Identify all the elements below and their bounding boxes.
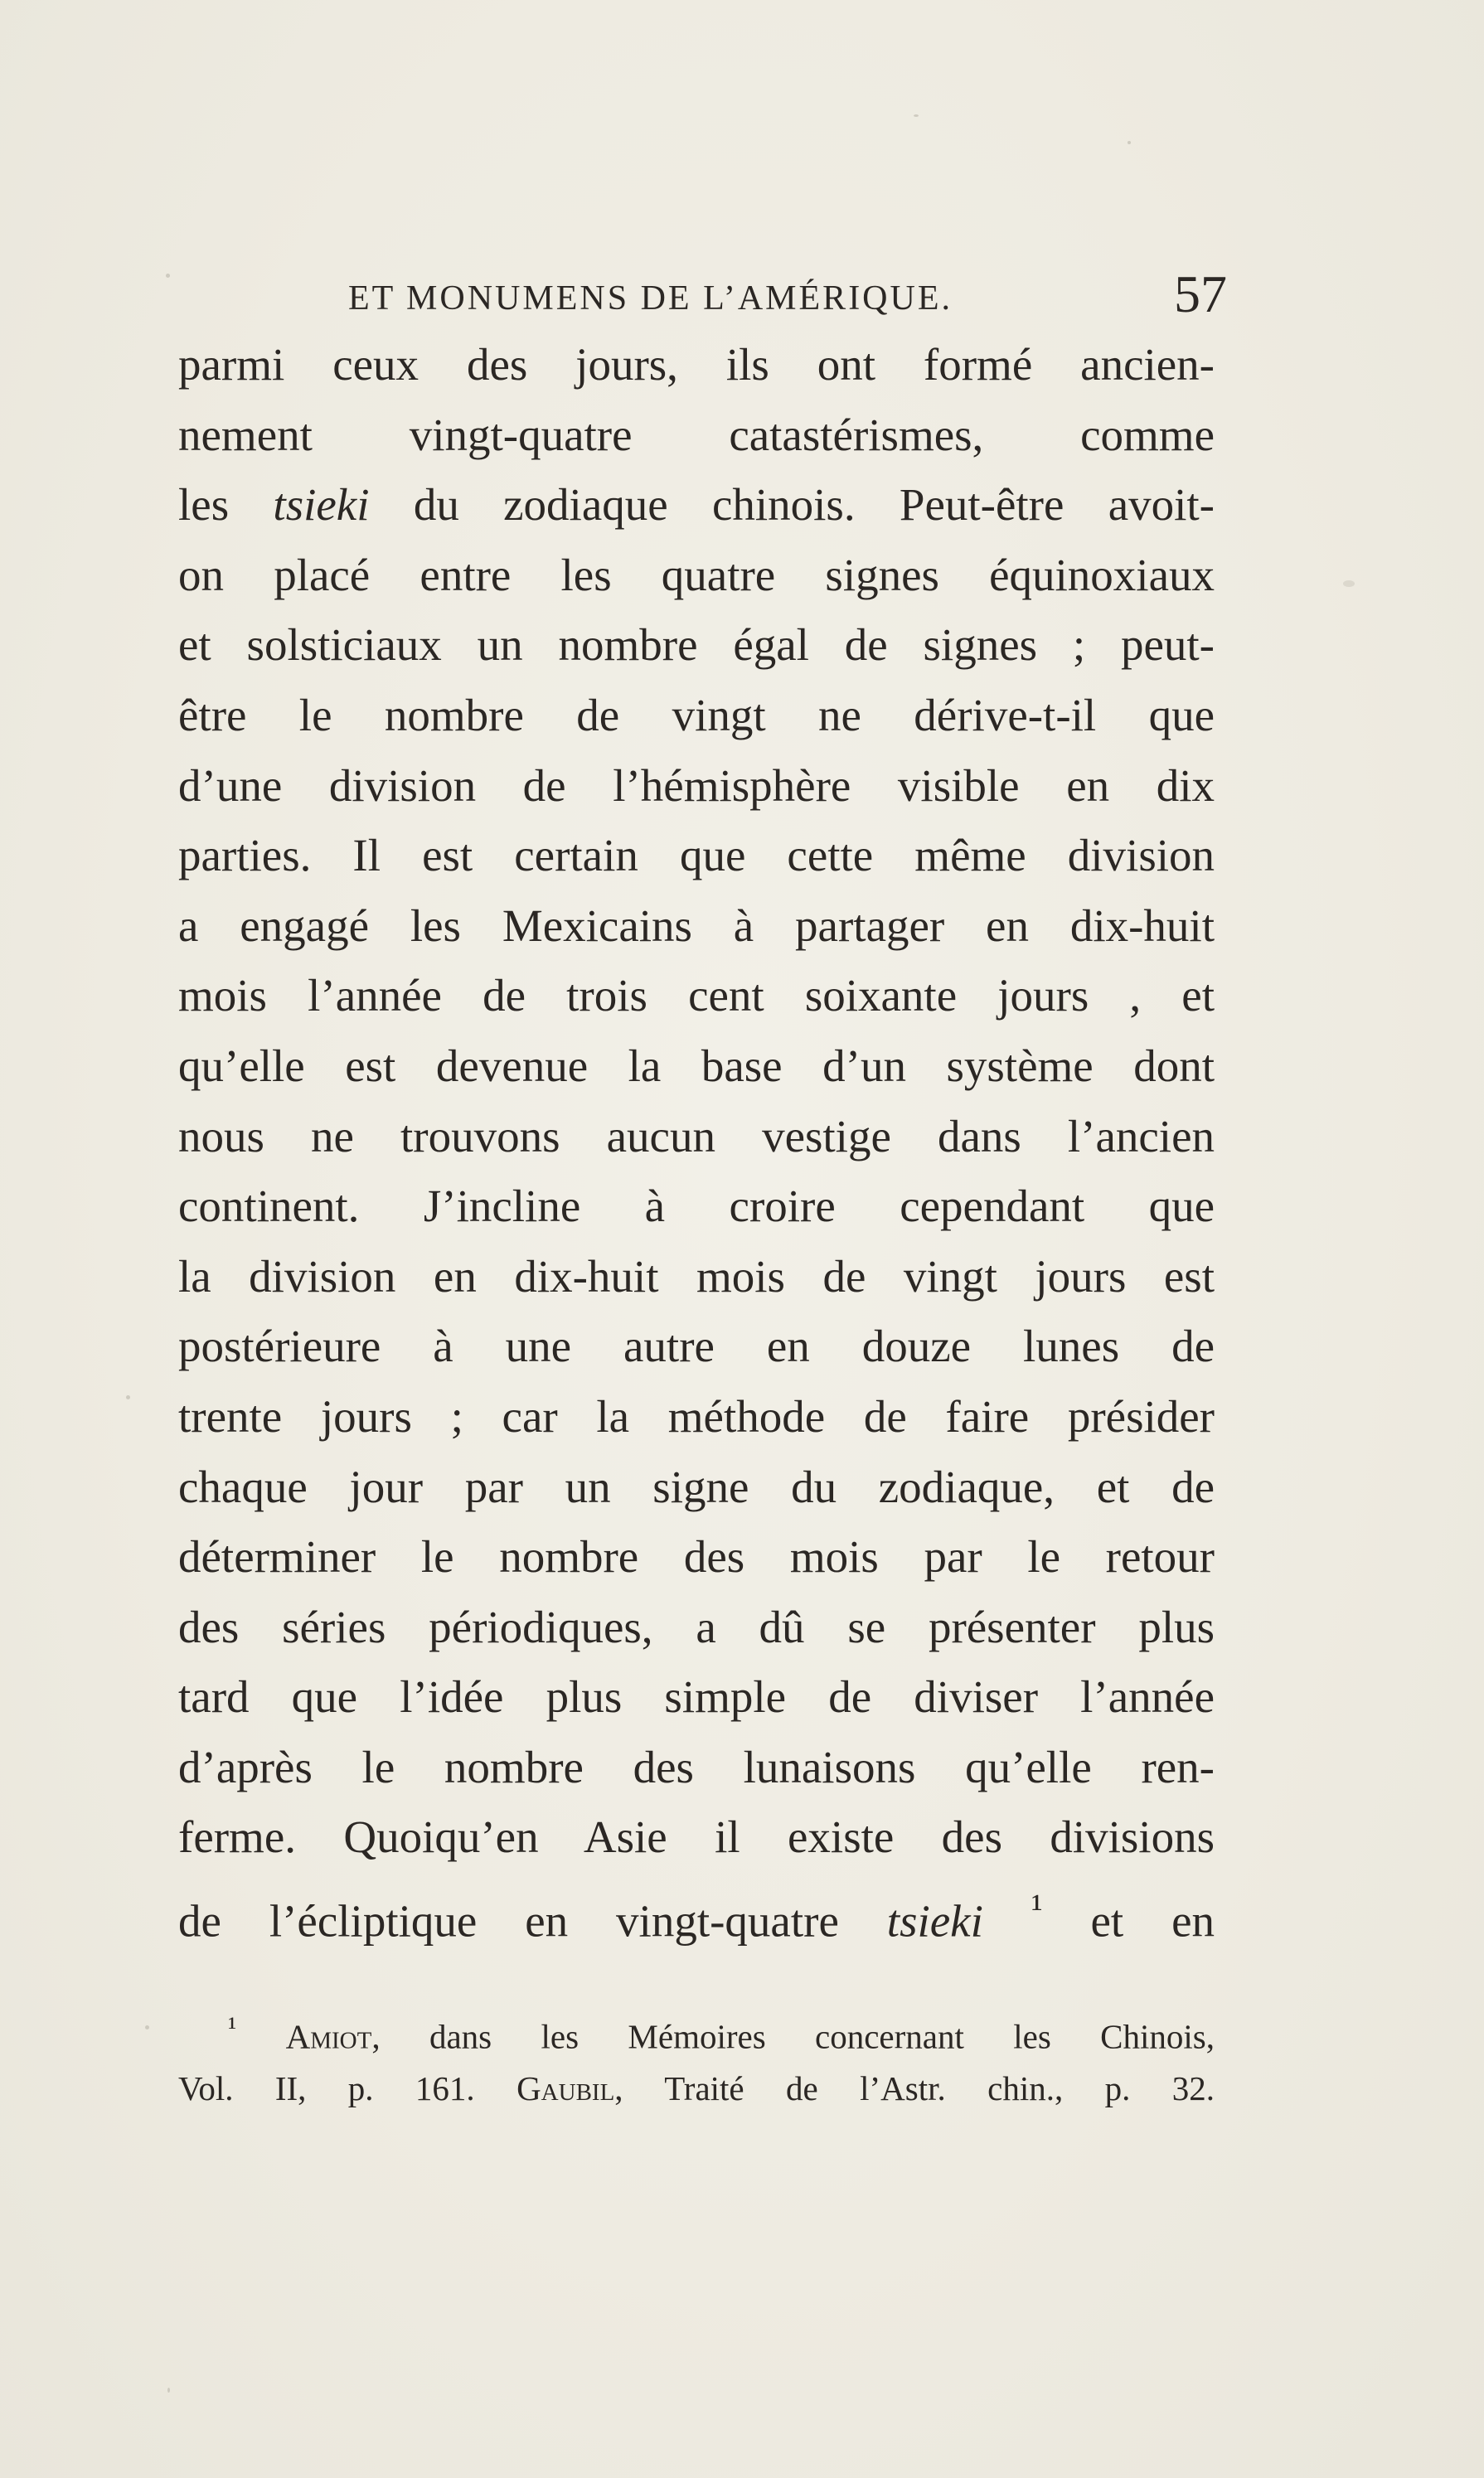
text-line: nous ne trouvons aucun vestige dans l’ancien xyxy=(178,1110,1215,1161)
page-number: 57 xyxy=(1174,264,1227,323)
text-line: qu’elle est devenue la base d’un système dont xyxy=(178,1040,1215,1091)
text-fragment: de l’écliptique en vingt-quatre xyxy=(178,1895,839,1947)
footnote-author: Gaubil xyxy=(516,2068,615,2107)
text-fragment: du zodiaque chinois. Peut-être avoit- xyxy=(413,479,1215,531)
paper-speck xyxy=(914,114,919,117)
text-line: postérieure à une autre en douze lunes de xyxy=(178,1321,1215,1372)
paper-speck xyxy=(1343,580,1355,587)
text-line: être le nombre de vingt ne dérive-t-il que xyxy=(178,689,1215,740)
text-line: continent. J’incline à croire cependant que xyxy=(178,1181,1215,1232)
running-head xyxy=(348,264,1227,330)
text-line: déterminer le nombre des mois par le retour xyxy=(178,1531,1215,1583)
footnote-text: Vol. II, p. 161. xyxy=(178,2068,475,2107)
text-line: d’une division de l’hémisphère visible en dix xyxy=(178,759,1215,811)
text-line: et solsticiaux un nombre égal de signes ; peut- xyxy=(178,619,1215,671)
paper-speck xyxy=(166,274,170,278)
text-line: tard que l’idée plus simple de diviser l’année xyxy=(178,1671,1215,1723)
text-line: on placé entre les quatre signes équinoxiaux xyxy=(178,549,1215,600)
paper-speck xyxy=(167,2388,170,2393)
text-line: chaque jour par un signe du zodiaque, et de xyxy=(178,1461,1215,1512)
text-line: trente jours ; car la méthode de faire présider xyxy=(178,1390,1215,1442)
text-fragment: les xyxy=(178,479,230,531)
footnote-marker: ¹ xyxy=(228,2012,237,2043)
text-line: parties. Il est certain que cette même division xyxy=(178,830,1215,881)
footnote-text: , Traité de l’Astr. chin., p. 32. xyxy=(614,2068,1215,2107)
text-fragment: et en xyxy=(1090,1895,1215,1947)
footnote-line xyxy=(178,2002,1215,2063)
footnote-text: , dans les Mémoires concernant les Chinois, xyxy=(371,2017,1215,2056)
text-line: des séries périodiques, a dû se présenter plus xyxy=(178,1601,1215,1652)
text-line: a engagé les Mexicains à partager en dix-huit xyxy=(178,900,1215,951)
text-line: ferme. Quoiqu’en Asie il existe des divisions xyxy=(178,1811,1215,1863)
italic-term: tsieki xyxy=(886,1895,983,1947)
text-line: parmi ceux des jours, ils ont formé ancien- xyxy=(178,339,1215,390)
footnote-author: Amiot xyxy=(285,2017,372,2056)
footnote-line xyxy=(178,2063,1215,2114)
italic-term: tsieki xyxy=(273,479,370,531)
paper-speck xyxy=(145,2025,149,2029)
text-line xyxy=(178,470,1215,541)
footnote-reference: ¹ xyxy=(1031,1886,1043,1929)
paper-speck xyxy=(1128,141,1131,144)
text-line: nement vingt-quatre catastérismes, comme xyxy=(178,409,1215,460)
paper-speck xyxy=(126,1395,130,1399)
footnote xyxy=(178,2002,1215,2114)
text-line: d’après le nombre des lunaisons qu’elle ren- xyxy=(178,1741,1215,1792)
text-line: la division en dix-huit mois de vingt jours est xyxy=(178,1250,1215,1302)
body-text xyxy=(178,330,1215,1947)
running-title: ET MONUMENS DE L’AMÉRIQUE. xyxy=(348,279,953,318)
text-line: mois l’année de trois cent soixante jours , et xyxy=(178,970,1215,1021)
text-line xyxy=(178,1873,1215,1947)
